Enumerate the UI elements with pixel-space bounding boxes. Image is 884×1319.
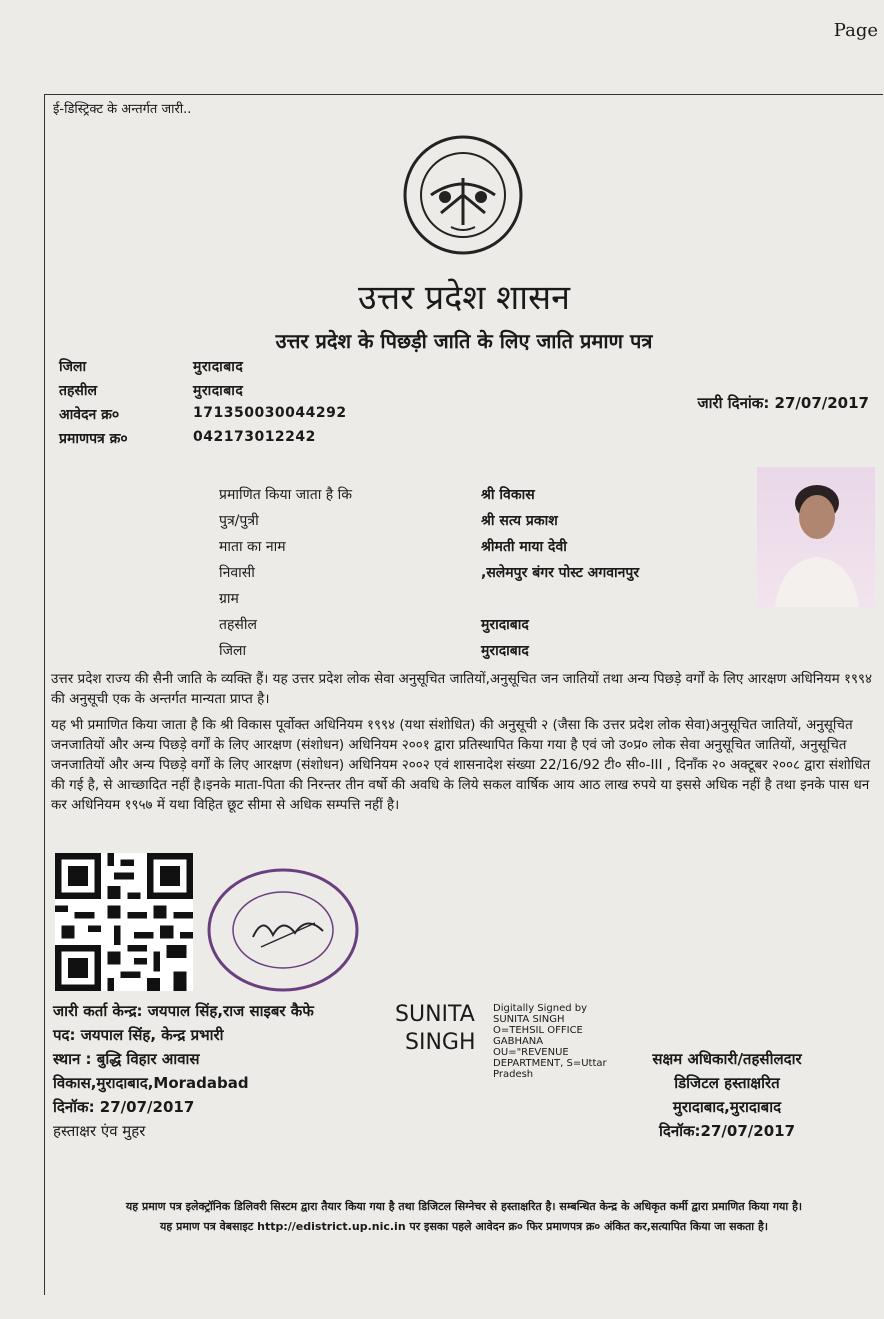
meta-district-value: मुरादाबाद [193,359,244,375]
digital-signature-details: Digitally Signed by SUNITA SINGH O=TEHSIL OFFICE GABHANA OU="REVENUE DEPARTMENT, S=Uttar Pradesh [493,1003,607,1080]
page-corner-label: Page [833,20,878,41]
issuer-designation: पद: जयपाल सिंह, केन्द्र प्रभारी [53,1026,224,1044]
footer-note-1: यह प्रमाण पत्र इलेक्ट्रॉनिक डिलिवरी सिस्टम द्वारा तैयार किया गया है तथा डिजिटल सिग्नेचर से हस्ताक्षरित है। सम्बन्धित केन्द्र के अधिकृत कर्मी द्वारा प्रमाणित किया गया है। [125,1200,803,1213]
certified-value: श्री विकास [481,487,535,503]
header-note: ई-डिस्ट्रिक्ट के अन्तर्गत जारी.. [53,102,192,117]
paragraph-non-creamy-layer: यह भी प्रमाणित किया जाता है कि श्री विकास पूर्वोक्त अधिनियम १९९४ (यथा संशोधित) की अनुसूची २ (जैसा कि उत्तर प्रदेश लोक सेवा)अनुसूचित जातियों, अनुसूचित जनजातियों और अन्य पिछड़े वर्गों के लिए आरक्षण (संशोधन) अधिनियम २००१ द्वारा प्रतिस्थापित किया गया है एवं जो उ०प्र० लोक सेवा अनुसूचित जातियों, अनुसूचित जनजातियों और अन्य पिछड़े वर्गों के लिए आरक्षण (संशोधन) अधिनियम २००२ एवं शासनादेश संख्या 22/16/92 टी० सी०-III , दिनाँक २० अक्टूबर २००८ द्वारा संशोधित की गई है, से आच्छादित नहीं है।इनके माता-पिता की निरन्तर तीन वर्षो की अवधि के लिये सकल वार्षिक आय आठ लाख रुपये या इससे अधिक नहीं है तथा इनके पास धन कर अधिनियम १९५७ में यथा विहित छूट सीमा से अधिक सम्पत्ति नहीं है। [51,717,871,813]
detail-tehsil-label: तहसील [219,617,257,633]
detail-tehsil-value: मुरादाबाद [481,617,529,633]
official-seal-stamp [203,865,363,995]
meta-certificate-value: 042173012242 [193,429,316,445]
issuer-address: विकास,मुरादाबाद,Moradabad [53,1074,249,1092]
meta-tehsil-value: मुरादाबाद [193,383,244,399]
meta-application-value: 171350030044292 [193,405,347,421]
mother-value: श्रीमती माया देवी [481,539,567,555]
detail-district-label: जिला [219,643,247,659]
officer-date: दिनॉक:27/07/2017 [658,1122,796,1140]
meta-certificate-label: प्रमाणपत्र क्र० [59,431,128,447]
footer-note-2: यह प्रमाण पत्र वेबसाइट http://edistrict.up.nic.in पर इसका पहले आवेदन क्र० फिर प्रमाणपत्र क्र० अंकित कर,सत्यापित किया जा सकता है। [160,1220,768,1233]
issue-date: जारी दिनांक: 27/07/2017 [697,394,869,412]
document-subtitle: उत्तर प्रदेश के पिछड़ी जाति के लिए जाति प्रमाण पत्र [275,329,653,353]
officer-location: मुरादाबाद,मुरादाबाद [672,1098,782,1116]
issuer-place: स्थान : बुद्धि विहार आवास [53,1050,200,1068]
issuer-signature-caption: हस्ताक्षर एंव मुहर [53,1122,146,1140]
officer-title: सक्षम अधिकारी/तहसीलदार [652,1050,802,1068]
applicant-photo [757,467,875,607]
meta-application-label: आवेदन क्र० [59,407,120,423]
certificate-sheet [44,94,883,1295]
issuer-date: दिनॉक: 27/07/2017 [53,1098,195,1116]
document-title: उत्तर प्रदेश शासन [358,278,570,318]
resident-value: ,सलेमपुर बंगर पोस्ट अगवानपुर [481,565,640,581]
resident-label: निवासी [219,565,255,581]
issuer-center: जारी कर्ता केन्द्र: जयपाल सिंह,राज साइबर कैफे [53,1002,314,1020]
state-emblem-icon [401,133,525,257]
qr-code-icon [55,853,193,991]
village-label: ग्राम [219,591,239,607]
certified-label: प्रमाणित किया जाता है कि [219,487,353,503]
parent-label: पुत्र/पुत्री [219,513,259,529]
detail-district-value: मुरादाबाद [481,643,529,659]
officer-digital-signed: डिजिटल हस्ताक्षरित [674,1074,780,1092]
meta-district-label: जिला [59,359,87,375]
meta-tehsil-label: तहसील [59,383,97,399]
parent-value: श्री सत्य प्रकाश [481,513,558,529]
digital-signature-name: SUNITA SINGH [395,1002,476,1055]
person-icon [757,467,875,607]
paragraph-caste-recognition: उत्तर प्रदेश राज्य की सैनी जाति के व्यक्ति हैं। यह उत्तर प्रदेश लोक सेवा अनुसूचित जातियों,अनुसूचित जन जातियों तथा अन्य पिछड़े वर्गों के लिए आरक्षण अधिनियम १९९४ की अनुसूची एक के अन्तर्गत मान्यता प्राप्त है। [51,671,873,707]
mother-label: माता का नाम [219,539,286,555]
